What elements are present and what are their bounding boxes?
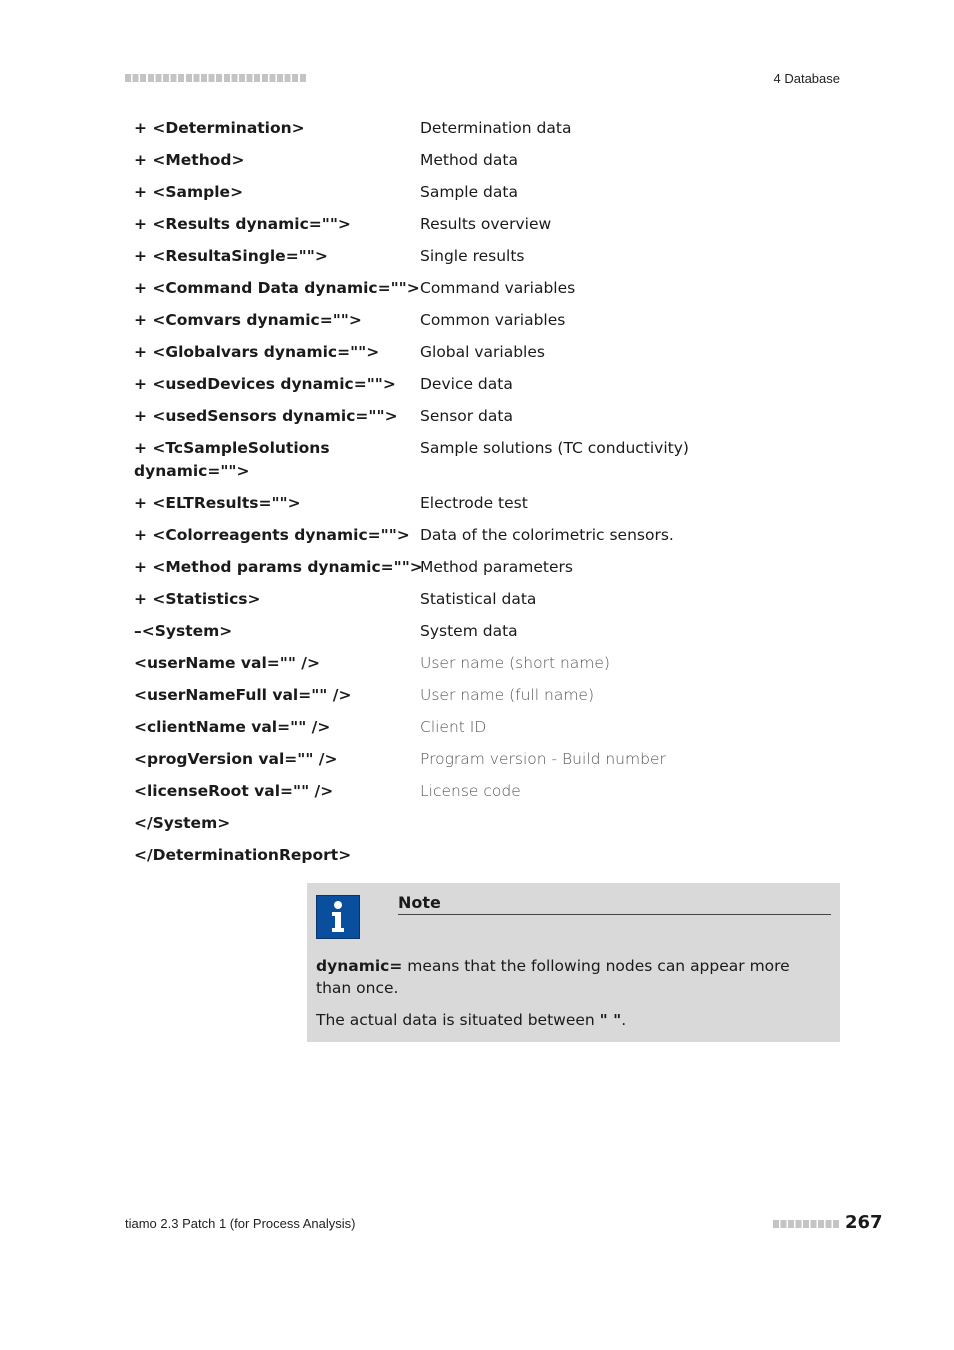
note-paragraph xyxy=(316,955,816,999)
node-description: Program version - Build number xyxy=(420,750,666,768)
header-decoration xyxy=(125,74,307,82)
footer-product: tiamo 2.3 Patch 1 (for Process Analysis) xyxy=(125,1216,356,1231)
table-row xyxy=(134,684,694,716)
node-description: Command variables xyxy=(420,279,576,297)
node-description: Sample solutions (TC conductivity) xyxy=(420,439,689,457)
node-description: Global variables xyxy=(420,343,545,361)
node-description: User name (short name) xyxy=(420,654,610,672)
table-row xyxy=(134,181,694,213)
xml-node: + <Colorreagents dynamic=""> xyxy=(134,526,410,544)
info-icon xyxy=(316,895,360,939)
table-row xyxy=(134,149,694,181)
node-description: Sample data xyxy=(420,183,518,201)
table-row xyxy=(134,245,694,277)
note-quotes: " " xyxy=(599,1011,622,1029)
xml-node: <userNameFull val="" /> xyxy=(134,686,352,704)
table-row xyxy=(134,748,694,780)
node-description: Results overview xyxy=(420,215,552,233)
node-description: Single results xyxy=(420,247,525,265)
node-description: Sensor data xyxy=(420,407,513,425)
xml-node: + <Statistics> xyxy=(134,590,261,608)
xml-node: + <Sample> xyxy=(134,183,244,201)
chapter-title: 4 Database xyxy=(773,71,840,86)
node-description: System data xyxy=(420,622,518,640)
note-text: means that the following nodes can appear more than once. xyxy=(316,957,790,997)
node-description: Device data xyxy=(420,375,513,393)
table-row xyxy=(134,437,694,492)
xml-node: <progVersion val="" /> xyxy=(134,750,338,768)
node-description: Electrode test xyxy=(420,494,528,512)
xml-node: </DeterminationReport> xyxy=(134,846,352,864)
table-row xyxy=(134,780,694,812)
node-description: User name (full name) xyxy=(420,686,595,704)
table-row xyxy=(134,405,694,437)
xml-node: + <Comvars dynamic=""> xyxy=(134,311,362,329)
xml-node: + <Results dynamic=""> xyxy=(134,215,351,233)
node-description: Determination data xyxy=(420,119,572,137)
xml-node: + <Determination> xyxy=(134,119,305,137)
xml-node: <licenseRoot val="" /> xyxy=(134,782,334,800)
footer-decoration xyxy=(773,1220,840,1228)
node-description: Common variables xyxy=(420,311,566,329)
info-glyph xyxy=(326,900,350,934)
node-description: Statistical data xyxy=(420,590,537,608)
xml-node: + <Globalvars dynamic=""> xyxy=(134,343,380,361)
node-description: License code xyxy=(420,782,521,800)
table-row xyxy=(134,341,694,373)
xml-node: –<System> xyxy=(134,622,233,640)
table-row xyxy=(134,716,694,748)
table-row xyxy=(134,556,694,588)
table-row xyxy=(134,524,694,556)
note-text-end: . xyxy=(621,1011,627,1029)
note-box xyxy=(307,883,840,1042)
table-row xyxy=(134,373,694,405)
table-row xyxy=(134,652,694,684)
xml-node: + <Method params dynamic=""> xyxy=(134,558,423,576)
page-number: 267 xyxy=(845,1212,883,1233)
xml-node: + <Method> xyxy=(134,151,245,169)
xml-structure-table xyxy=(134,117,694,876)
node-description: Client ID xyxy=(420,718,487,736)
note-keyword: dynamic= xyxy=(316,957,403,975)
table-row xyxy=(134,492,694,524)
xml-node: </System> xyxy=(134,814,231,832)
node-description: Data of the colorimetric sensors. xyxy=(420,526,674,544)
table-row xyxy=(134,277,694,309)
table-row xyxy=(134,309,694,341)
table-row xyxy=(134,844,694,876)
table-row xyxy=(134,213,694,245)
node-description: Method parameters xyxy=(420,558,573,576)
xml-node: + <Command Data dynamic=""> xyxy=(134,279,420,297)
node-description: Method data xyxy=(420,151,518,169)
xml-node: + <usedSensors dynamic=""> xyxy=(134,407,398,425)
xml-node: <userName val="" /> xyxy=(134,654,320,672)
xml-node: + <TcSampleSolutions dynamic=""> xyxy=(134,439,330,480)
xml-node: + <ResultaSingle=""> xyxy=(134,247,328,265)
xml-node: + <ELTResults=""> xyxy=(134,494,301,512)
note-title: Note xyxy=(398,892,831,915)
note-text: The actual data is situated between xyxy=(316,1011,600,1029)
table-row xyxy=(134,117,694,149)
table-row xyxy=(134,812,694,844)
note-paragraph xyxy=(316,1009,816,1031)
table-row xyxy=(134,620,694,652)
xml-node: + <usedDevices dynamic=""> xyxy=(134,375,396,393)
table-row xyxy=(134,588,694,620)
xml-node: <clientName val="" /> xyxy=(134,718,331,736)
